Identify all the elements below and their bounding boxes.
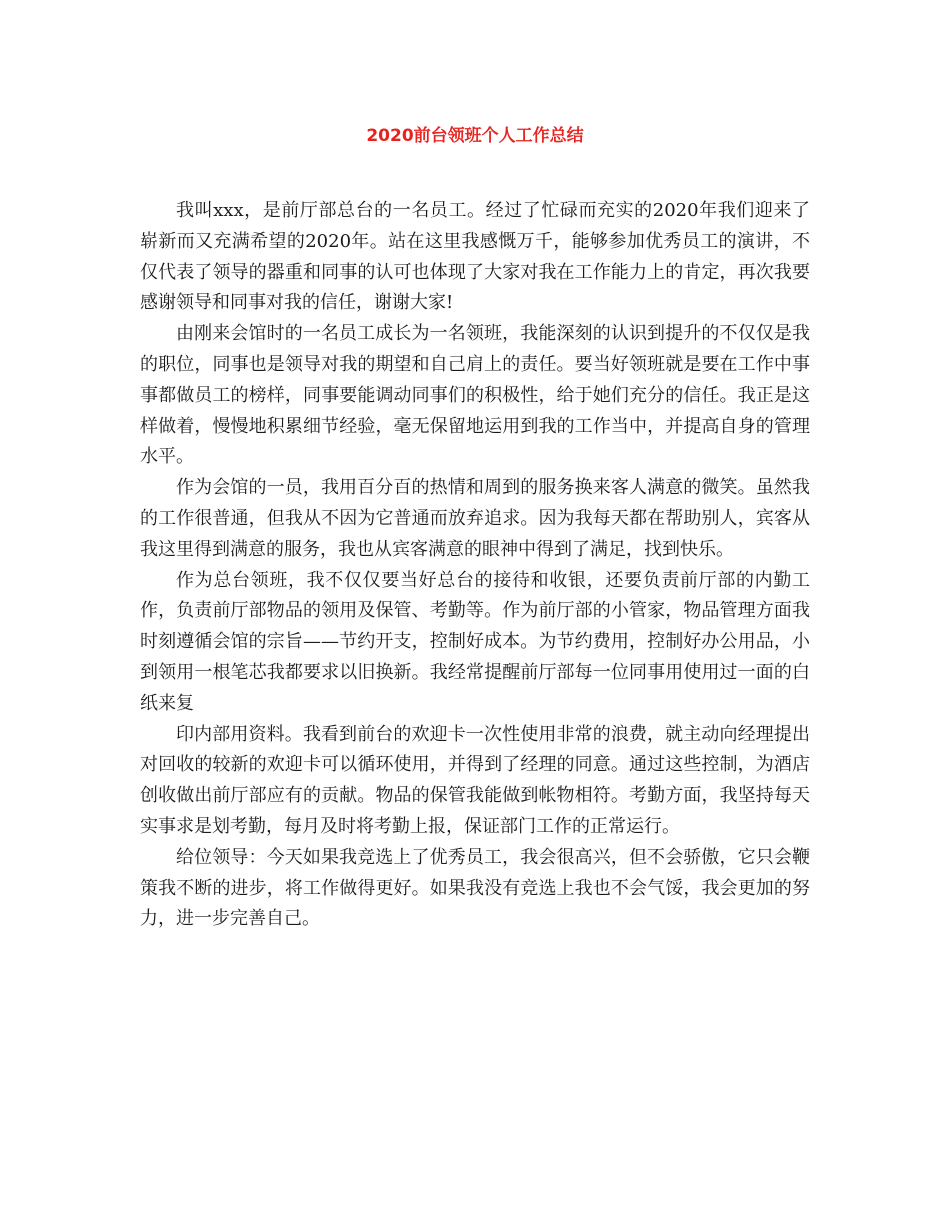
document-body [140, 196, 810, 935]
document-title: 2020前台领班个人工作总结 [366, 126, 584, 146]
paragraph-6: 给位领导：今天如果我竞选上了优秀员工，我会很高兴，但不会骄傲，它只会鞭策我不断的进步，将工作做得更好。如果我没有竞选上我也不会气馁，我会更加的努力，进一步完善自己。 [140, 846, 810, 930]
paragraph-4: 作为总台领班，我不仅仅要当好总台的接待和收银，还要负责前厅部的内勤工作，负责前厅部物品的领用及保管、考勤等。作为前厅部的小管家，物品管理方面我时刻遵循会馆的宗旨——节约开支，控制好成本。为节约费用，控制好办公用品，小到领用一根笔芯我都要求以旧换新。我经常提醒前厅部每一位同事用使用过一面的白纸来复 [140, 569, 810, 714]
paragraph-1: 我叫xxx，是前厅部总台的一名员工。经过了忙碌而充实的2020年我们迎来了崭新而又充满希望的2020年。站在这里我感慨万千，能够参加优秀员工的演讲，不仅代表了领导的器重和同事的认可也体现了大家对我在工作能力上的肯定，再次我要感谢领导和同事对我的信任，谢谢大家! [140, 200, 810, 314]
paragraph-3: 作为会馆的一员，我用百分百的热情和周到的服务换来客人满意的微笑。虽然我的工作很普通，但我从不因为它普通而放弃追求。因为我每天都在帮助别人，宾客从我这里得到满意的服务，我也从宾客满意的眼神中得到了满足，找到快乐。 [140, 477, 810, 560]
paragraph-2: 由刚来会馆时的一名员工成长为一名领班，我能深刻的认识到提升的不仅仅是我的职位，同事也是领导对我的期望和自己肩上的责任。要当好领班就是要在工作中事事都做员工的榜样，同事要能调动同事们的积极性，给于她们充分的信任。我正是这样做着，慢慢地积累细节经验，毫无保留地运用到我的工作当中，并提高自身的管理水平。 [140, 323, 810, 468]
paragraph-5: 印内部用资料。我看到前台的欢迎卡一次性使用非常的浪费，就主动向经理提出对回收的较新的欢迎卡可以循环使用，并得到了经理的同意。通过这些控制，为酒店创收做出前厅部应有的贡献。物品的保管我能做到帐物相符。考勤方面，我坚持每天实事求是划考勤，每月及时将考勤上报，保证部门工作的正常运行。 [140, 723, 810, 837]
